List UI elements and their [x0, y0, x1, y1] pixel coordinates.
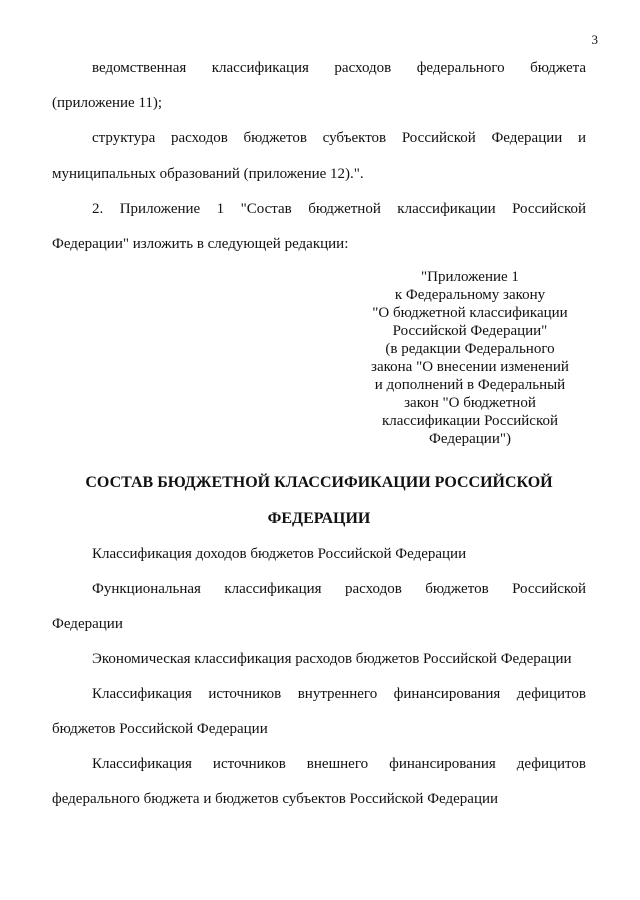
- classification-item-2-line-2: Федерации: [52, 616, 123, 632]
- classification-item-5-line-2: федерального бюджета и бюджетов субъектов Российской Федерации: [52, 791, 499, 807]
- appendix-line: классификации Российской: [382, 413, 558, 429]
- classification-item-1: Классификация доходов бюджетов Российской Федерации: [92, 546, 467, 562]
- paragraph-3-line-2: Федерации" изложить в следующей редакции:: [52, 236, 349, 252]
- classification-item-4-line-2: бюджетов Российской Федерации: [52, 721, 268, 737]
- paragraph-1-line-1: ведомственная классификация расходов федерального бюджета: [92, 60, 586, 76]
- appendix-line: Российской Федерации": [392, 323, 548, 339]
- appendix-line: закон "О бюджетной: [404, 395, 536, 411]
- paragraph-1-line-2: (приложение 11);: [52, 95, 163, 111]
- paragraph-2-line-1: структура расходов бюджетов субъектов Российской Федерации и: [92, 130, 586, 146]
- appendix-line: Федерации"): [429, 431, 511, 447]
- appendix-line: к Федеральному закону: [394, 287, 546, 303]
- classification-item-4-line-1: Классификация источников внутреннего финансирования дефицитов: [92, 686, 586, 702]
- classification-item-2-line-1: Функциональная классификация расходов бюджетов Российской: [92, 581, 586, 597]
- classification-item-5-line-1: Классификация источников внешнего финансирования дефицитов: [92, 756, 586, 772]
- appendix-reference-block: [340, 268, 600, 448]
- section-title-line-2: ФЕДЕРАЦИИ: [267, 510, 371, 527]
- paragraph-2-line-2: муниципальных образований (приложение 12).".: [52, 166, 364, 182]
- appendix-line: закона "О внесении изменений: [371, 359, 569, 375]
- page-number: 3: [591, 32, 598, 47]
- appendix-line: и дополнений в Федеральный: [374, 377, 566, 393]
- appendix-line: (в редакции Федерального: [385, 341, 555, 357]
- appendix-line: "О бюджетной классификации: [372, 305, 568, 321]
- paragraph-3-line-1: 2. Приложение 1 "Состав бюджетной классификации Российской: [92, 201, 586, 217]
- classification-item-3: Экономическая классификация расходов бюджетов Российской Федерации: [92, 651, 572, 667]
- section-title-line-1: СОСТАВ БЮДЖЕТНОЙ КЛАССИФИКАЦИИ РОССИЙСКОЙ: [85, 474, 553, 491]
- appendix-line: "Приложение 1: [421, 269, 519, 285]
